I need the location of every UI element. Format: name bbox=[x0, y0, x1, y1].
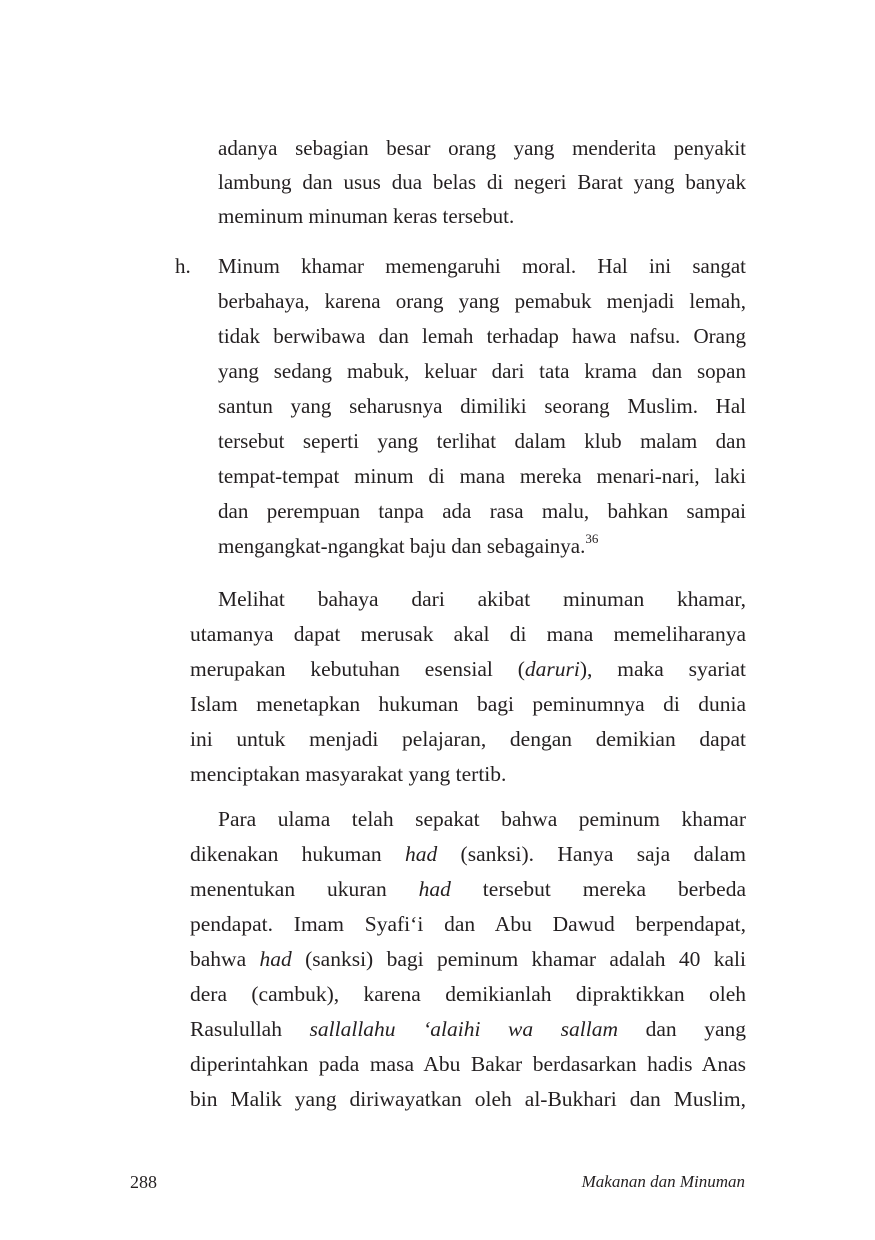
text-line bbox=[218, 249, 746, 284]
text-line bbox=[190, 617, 746, 652]
text-run: lambung dan usus dua belas di negeri Barat yang banyak bbox=[218, 170, 746, 194]
text-run: ), maka syariat bbox=[579, 657, 746, 681]
text-line bbox=[218, 319, 746, 354]
italic-text: had bbox=[405, 842, 438, 866]
text-run: bahwa bbox=[190, 947, 260, 971]
text-run: utamanya dapat merusak akal di mana memeliharanya bbox=[190, 622, 746, 646]
text-run: tidak berwibawa dan lemah terhadap hawa nafsu. Orang bbox=[218, 324, 746, 348]
text-line bbox=[190, 722, 746, 757]
text-run: adanya sebagian besar orang yang menderita penyakit bbox=[218, 136, 746, 160]
text-line bbox=[190, 1012, 746, 1047]
text-line bbox=[190, 757, 746, 792]
text-line bbox=[218, 494, 746, 529]
text-run: pendapat. Imam Syafi‘i dan Abu Dawud berpendapat, bbox=[190, 912, 746, 936]
text-run: meminum minuman keras tersebut. bbox=[218, 204, 515, 228]
text-run: tempat-tempat minum di mana mereka menari-nari, laki bbox=[218, 464, 746, 488]
text-run: santun yang seharusnya dimiliki seorang Muslim. Hal bbox=[218, 394, 746, 418]
text-run: merupakan kebutuhan esensial ( bbox=[190, 657, 525, 681]
text-line bbox=[190, 802, 746, 837]
text-run: (sanksi) bagi peminum khamar adalah 40 kali bbox=[291, 947, 746, 971]
text-line bbox=[218, 165, 746, 199]
text-run: dikenakan hukuman bbox=[190, 842, 405, 866]
text-line bbox=[190, 687, 746, 722]
text-line bbox=[218, 389, 746, 424]
text-run: (sanksi). Hanya saja dalam bbox=[437, 842, 747, 866]
text-line bbox=[218, 354, 746, 389]
text-run: tersebut mereka berbeda bbox=[450, 877, 746, 901]
text-run: menentukan ukuran bbox=[190, 877, 419, 901]
text-run: diperintahkan pada masa Abu Bakar berdasarkan hadis Anas bbox=[190, 1052, 746, 1076]
text-line bbox=[190, 652, 746, 687]
list-item-continuation bbox=[190, 131, 746, 233]
text-line bbox=[190, 837, 746, 872]
text-line bbox=[190, 1082, 746, 1117]
text-run: tersebut seperti yang terlihat dalam klub malam dan bbox=[218, 429, 746, 453]
text-run: ini untuk menjadi pelajaran, dengan demikian dapat bbox=[190, 727, 746, 751]
list-marker: h. bbox=[175, 254, 191, 278]
text-run: menciptakan masyarakat yang tertib. bbox=[190, 762, 507, 786]
text-line bbox=[218, 199, 746, 233]
page-body bbox=[175, 131, 747, 1117]
text-run: dan yang bbox=[618, 1017, 746, 1041]
text-run: Para ulama telah sepakat bahwa peminum khamar bbox=[218, 807, 746, 831]
text-run: Islam menetapkan hukuman bagi peminumnya di dunia bbox=[190, 692, 746, 716]
text-run: Minum khamar memengaruhi moral. Hal ini sangat bbox=[218, 254, 746, 278]
text-run: dera (cambuk), karena demikianlah dipraktikkan oleh bbox=[190, 982, 746, 1006]
text-line bbox=[190, 872, 746, 907]
text-run: mengangkat-ngangkat baju dan sebagainya. bbox=[218, 534, 586, 558]
paragraph bbox=[190, 802, 746, 1117]
text-line bbox=[218, 529, 746, 564]
text-line bbox=[190, 582, 746, 617]
text-line bbox=[218, 284, 746, 319]
text-line bbox=[190, 942, 746, 977]
footnote-ref[interactable]: 36 bbox=[585, 531, 599, 546]
page-number: 288 bbox=[130, 1172, 157, 1192]
text-run: bin Malik yang diriwayatkan oleh al-Bukhari dan Muslim, bbox=[190, 1087, 746, 1111]
italic-text: sallallahu ‘alaihi wa sallam bbox=[309, 1017, 619, 1041]
text-line bbox=[190, 977, 746, 1012]
text-line bbox=[218, 424, 746, 459]
text-run: yang sedang mabuk, keluar dari tata krama dan sopan bbox=[218, 359, 746, 383]
text-line bbox=[218, 459, 746, 494]
text-run: Rasulullah bbox=[190, 1017, 310, 1041]
text-line bbox=[190, 1047, 746, 1082]
text-line bbox=[190, 907, 746, 942]
paragraph bbox=[190, 582, 746, 792]
text-run: berbahaya, karena orang yang pemabuk menjadi lemah, bbox=[218, 289, 746, 313]
italic-text: daruri bbox=[524, 657, 580, 681]
text-run: Melihat bahaya dari akibat minuman khamar, bbox=[218, 587, 746, 611]
list-item bbox=[175, 249, 746, 564]
text-run: dan perempuan tanpa ada rasa malu, bahkan sampai bbox=[218, 499, 746, 523]
running-title: Makanan dan Minuman bbox=[581, 1172, 745, 1191]
italic-text: had bbox=[418, 877, 451, 901]
italic-text: had bbox=[259, 947, 292, 971]
text-line bbox=[218, 131, 746, 165]
